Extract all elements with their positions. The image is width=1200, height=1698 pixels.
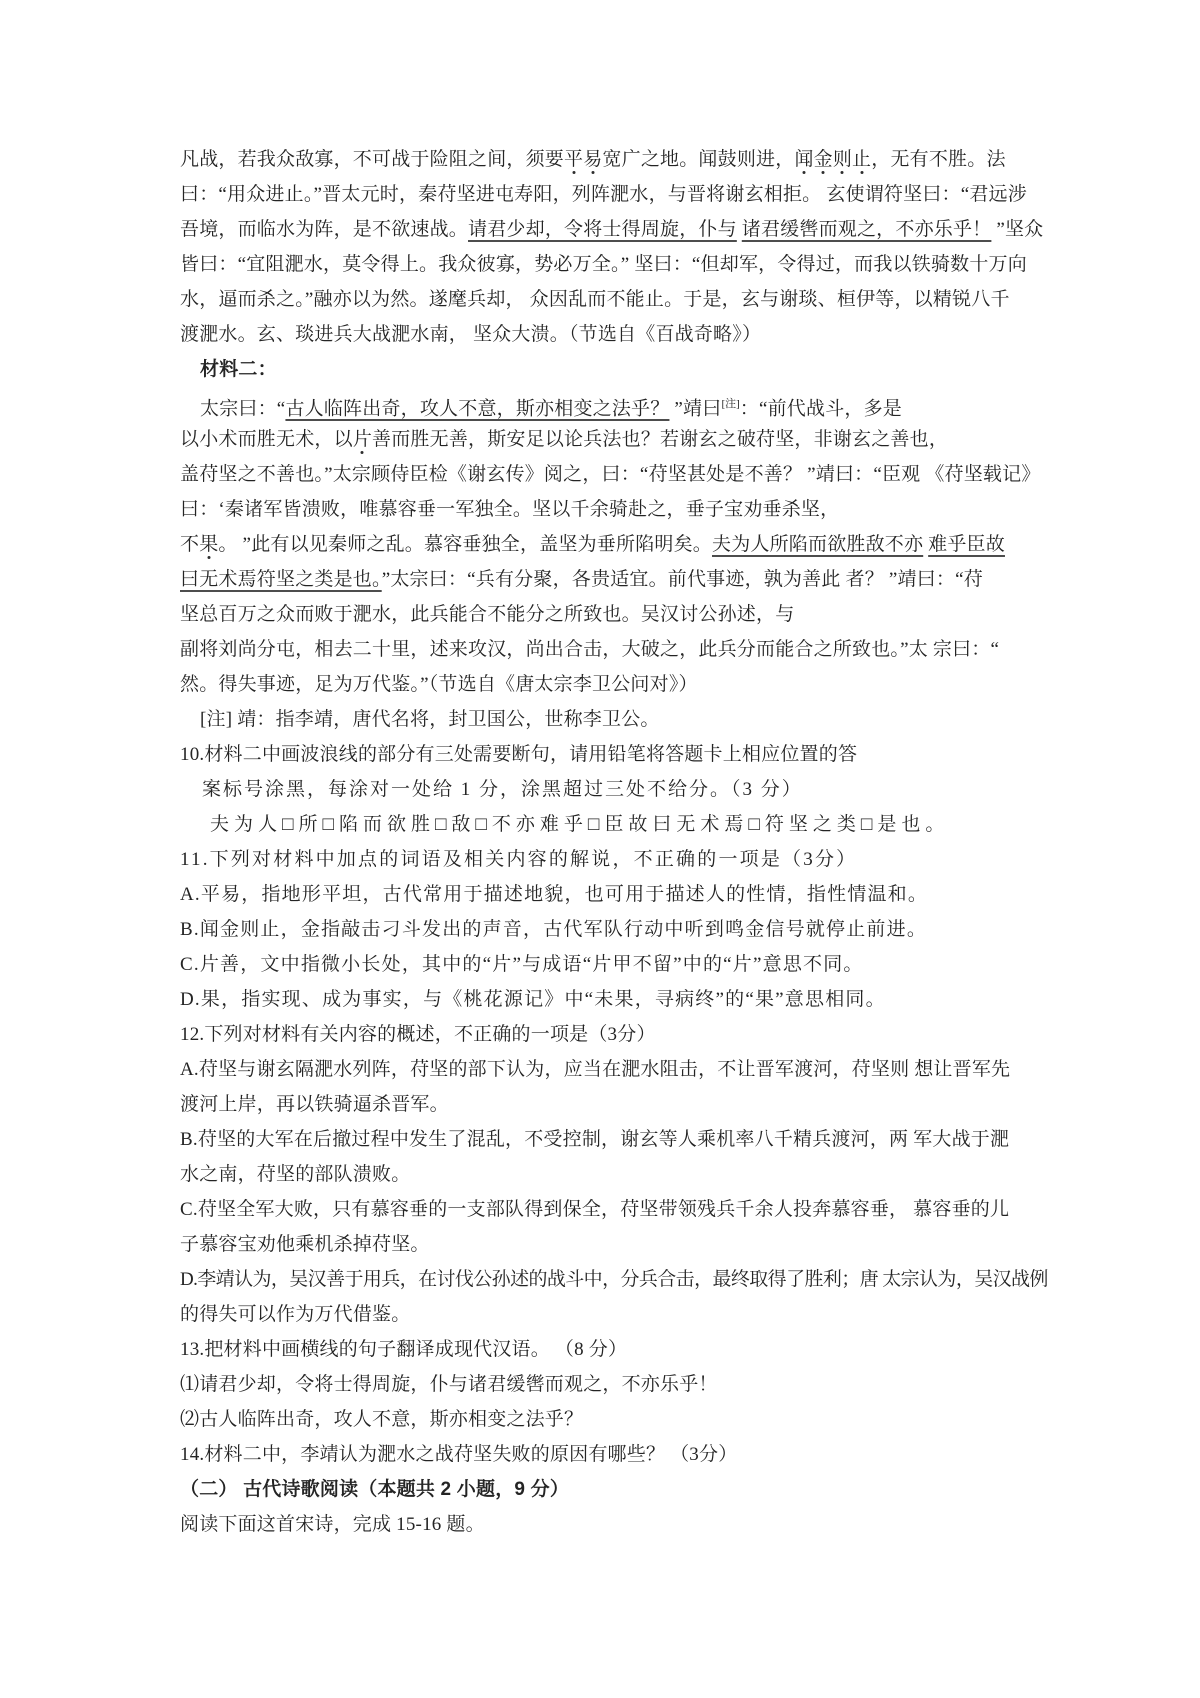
text-segment: ”靖曰 (669, 398, 722, 420)
text-segment: 以小术而胜无术，以 (180, 429, 353, 450)
underlined-text: 诸君缓辔而观之，不亦乐乎！ (741, 219, 992, 240)
text-line-28 (180, 1087, 1080, 1122)
text-segment: B.苻坚的大军在后撤过程中发生了混乱，不受控制，谢玄等人乘机率八千精兵渡河，两 军大战于淝 (180, 1129, 1010, 1150)
text-segment: 不 (180, 534, 200, 555)
text-line-6 (180, 317, 1080, 352)
text-line-17 (180, 702, 1080, 737)
text-line-30 (180, 1157, 1080, 1192)
text-line-25 (180, 982, 1080, 1017)
text-segment: 渡淝水。玄、琰进兵大战淝水南， 坚众大溃。（节选自《百战奇略》） (180, 324, 762, 345)
text-segment: 材料二： (200, 359, 277, 380)
text-line-4 (180, 247, 1080, 282)
text-segment: ”坚众 (991, 219, 1044, 240)
text-segment: 吾境，而临水为阵，是不欲速战。 (180, 219, 469, 240)
text-line-31 (180, 1192, 1080, 1227)
text-segment: 曰：“用众进止。”晋太元时，秦苻坚进屯寿阳，列阵淝水，与晋将谢玄相拒。 玄使谓符坚曰：“君远涉 (180, 184, 1027, 205)
dot-emphasized-char: 易 (583, 142, 602, 177)
text-segment: C.片善，文中指微小长处，其中的“片”与成语“片甲不留”中的“片”意思不同。 (180, 954, 864, 975)
dot-emphasized-char: 金 (814, 142, 833, 177)
text-segment: ⑵古人临阵出奇，攻人不意，斯亦相变之法乎？ (180, 1409, 584, 1430)
text-line-14 (180, 597, 1080, 632)
text-line-23 (180, 912, 1080, 947)
text-line-24 (180, 947, 1080, 982)
text-line-12 (180, 527, 1080, 562)
text-line-29 (180, 1122, 1080, 1157)
text-segment: 曰：‘秦诸军皆溃败，唯慕容垂一军独全。坚以千余骑赴之，垂子宝劝垂杀坚， (180, 499, 840, 520)
text-segment: 凡战，若我众敌寡，不可战于险阻之间，须要 (180, 149, 565, 170)
text-segment: 皆曰：“宜阻淝水，莫令得上。我众彼寡，势必万全。” 坚曰：“但却军，令得过，而我以铁骑数十万向 (180, 254, 1027, 275)
text-segment: ⑴请君少却，令将士得周旋，仆与诸君缓辔而观之，不亦乐乎！ (180, 1374, 718, 1395)
text-segment: D.果，指实现、成为事实，与《桃花源记》中“未果，寻病终”的“果”意思相同。 (180, 989, 886, 1010)
text-segment: 盖苻坚之不善也。”太宗顾侍臣检《谢玄传》阅之，曰：“苻坚甚处是不善？ ”靖曰：“臣观 《苻坚载记》 (180, 464, 1041, 485)
text-line-1 (180, 142, 1080, 177)
note-ref-superscript: [注] (721, 398, 740, 410)
text-line-33 (180, 1262, 1080, 1297)
text-line-11 (180, 492, 1080, 527)
text-line-34 (180, 1297, 1080, 1332)
text-line-36 (180, 1367, 1080, 1402)
text-line-10 (180, 457, 1080, 492)
text-segment: （二） 古代诗歌阅读（本题共 2 小题，9 分） (180, 1479, 570, 1500)
text-segment: D.李靖认为，吴汉善于用兵，在讨伐公孙述的战斗中，分兵合击，最终取得了胜利；唐 太宗认为，吴汉战例 (180, 1269, 1048, 1290)
text-line-2 (180, 177, 1080, 212)
dot-emphasized-char: 止 (852, 142, 871, 177)
text-line-13 (180, 562, 1080, 597)
text-segment: 坚总百万之众而败于淝水，此兵能合不能分之所致也。吴汉讨公孙述，与 (180, 604, 795, 625)
text-segment: ：“前代战斗，多是 (739, 398, 902, 420)
text-line-39 (180, 1472, 1080, 1507)
text-line-18 (180, 737, 1080, 772)
dot-emphasized-char: 平 (564, 142, 583, 177)
text-line-16 (180, 667, 1080, 702)
dot-emphasized-char: 闻 (794, 142, 813, 177)
text-segment: 善而胜无善，斯安足以论兵法也？若谢玄之破苻坚，非谢玄之善也， (372, 429, 949, 450)
wavy-underlined-text: 曰无术焉符坚之类是也。 (180, 569, 382, 590)
wavy-underlined-text: 夫为人所陷而欲胜敌不亦 (712, 534, 924, 555)
text-line-9 (180, 422, 1080, 457)
text-segment: 10.材料二中画波浪线的部分有三处需要断句，请用铅笔将答题卡上相应位置的答 (180, 744, 858, 765)
text-segment: 11.下列对材料中加点的词语及相关内容的解说，不正确的一项是（3分） (180, 849, 858, 870)
text-line-27 (180, 1052, 1080, 1087)
text-segment: 案标号涂黑，每涂对一处给 1 分，涂黑超过三处不给分。（3 分） (202, 779, 803, 800)
dot-emphasized-char: 果 (199, 527, 218, 562)
underlined-text: 请君少却，令将士得周旋，仆与 (468, 219, 737, 240)
text-segment: A.平易，指地形平坦，古代常用于描述地貌，也可用于描述人的性情，指性情温和。 (180, 884, 929, 905)
text-line-38 (180, 1437, 1080, 1472)
text-line-19 (180, 772, 1080, 807)
text-line-8 (180, 387, 1080, 422)
text-line-37 (180, 1402, 1080, 1437)
text-segment: 14.材料二中，李靖认为淝水之战苻坚失败的原因有哪些？ （3分） (180, 1444, 738, 1465)
text-segment: 子慕容宝劝他乘机杀掉苻坚。 (180, 1234, 430, 1255)
wavy-underlined-text: 难乎臣故 (928, 534, 1005, 555)
text-line-7 (180, 352, 1080, 387)
text-segment: 水之南，苻坚的部队溃败。 (180, 1164, 411, 1185)
text-line-40 (180, 1507, 1080, 1542)
text-line-3 (180, 212, 1080, 247)
text-segment: 阅读下面这首宋诗，完成 15-16 题。 (180, 1514, 485, 1535)
text-segment: 的得失可以作为万代借鉴。 (180, 1304, 411, 1325)
text-segment: 渡河上岸，再以铁骑逼杀晋军。 (180, 1094, 449, 1115)
underlined-text: 古人临阵出奇，攻人不意，斯亦相变之法乎？ (285, 398, 670, 420)
text-segment: 太宗曰：“ (200, 398, 286, 420)
text-segment: B.闻金则止，金指敲击刁斗发出的声音，古代军队行动中听到鸣金信号就停止前进。 (180, 919, 928, 940)
text-segment: ，无有不胜。法 (871, 149, 1006, 170)
text-line-26 (180, 1017, 1080, 1052)
text-line-32 (180, 1227, 1080, 1262)
text-segment: A.苻坚与谢玄隔淝水列阵，苻坚的部下认为，应当在淝水阻击，不让晋军渡河，苻坚则 想让晋军先 (180, 1059, 1011, 1080)
text-line-15 (180, 632, 1080, 667)
text-segment: 副将刘尚分屯，相去二十里，述来攻汉，尚出合击，大破之，此兵分而能合之所致也。”太 宗曰：“ (180, 639, 1000, 660)
dot-emphasized-char: 片 (353, 422, 372, 457)
dot-emphasized-char: 则 (833, 142, 852, 177)
text-segment: 夫为人□所□陷而欲胜□敌□不亦难乎□臣故曰无术焉□符坚之类□是也。 (210, 814, 950, 835)
text-segment: 。 ”此有以见秦师之乱。慕容垂独全，盖坚为垂所陷明矣。 (218, 534, 712, 555)
text-line-22 (180, 877, 1080, 912)
text-line-21 (180, 842, 1080, 877)
text-segment: C.苻坚全军大败，只有慕容垂的一支部队得到保全，苻坚带领残兵千余人投奔慕容垂， 慕容垂的儿 (180, 1199, 1010, 1220)
text-line-5 (180, 282, 1080, 317)
text-segment: 13.把材料中画横线的句子翻译成现代汉语。 （8 分） (180, 1339, 628, 1360)
text-segment: 12.下列对材料有关内容的概述，不正确的一项是（3分） (180, 1024, 656, 1045)
text-segment: 宽广之地。闻鼓则进， (602, 149, 795, 170)
text-segment: [注] 靖：指李靖，唐代名将，封卫国公，世称李卫公。 (200, 709, 660, 730)
document-body (180, 142, 1080, 1542)
text-segment: 然。得失事迹，足为万代鉴。”（节选自《唐太宗李卫公问对》） (180, 674, 698, 695)
text-segment: 水，逼而杀之。”融亦以为然。遂麾兵却， 众因乱而不能止。于是，玄与谢琰、桓伊等，以精锐八千 (180, 289, 1010, 310)
text-segment: ”太宗曰：“兵有分聚，各贵适宜。前代事迹，孰为善此 者？ ”靖曰：“苻 (381, 569, 983, 590)
text-line-20 (180, 807, 1080, 842)
text-line-35 (180, 1332, 1080, 1367)
